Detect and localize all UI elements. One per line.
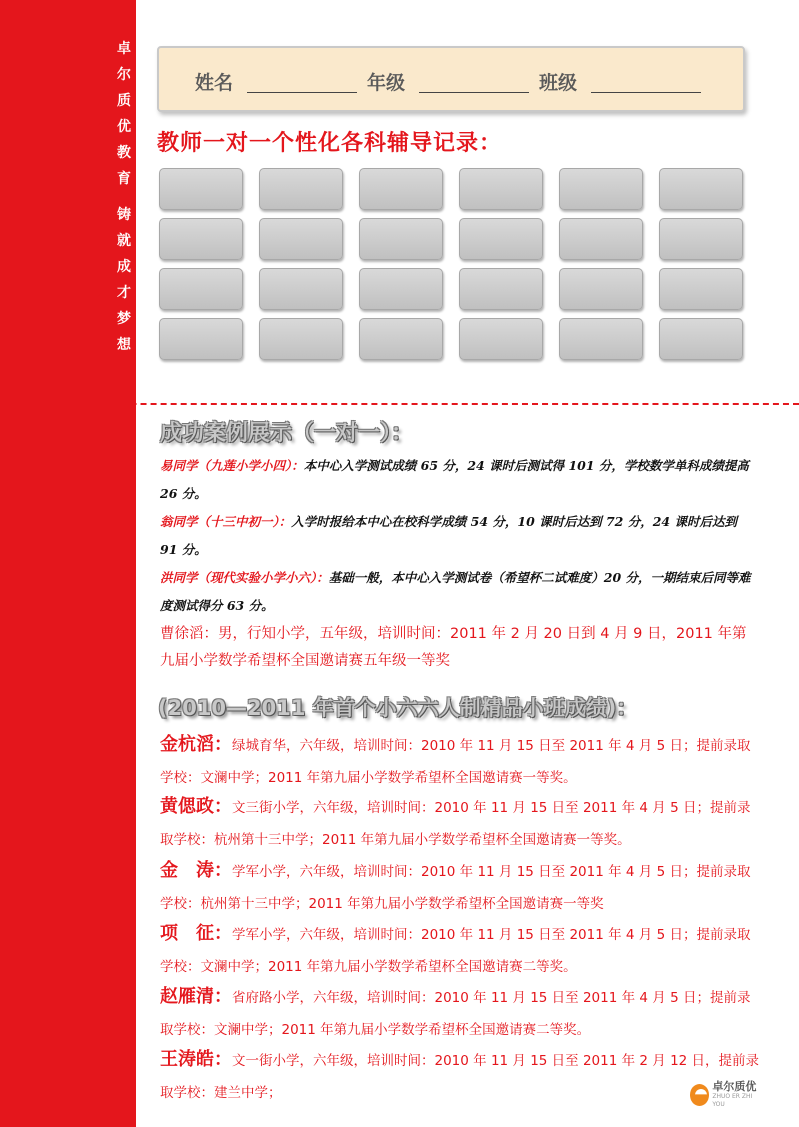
student-text: 省府路小学，六年级，培训时间：2010 年 11 月 15 日至 2011 年 4 月 5 日；提前录取学校：文澜中学；2011 年第九届小学数学希望杯全国邀请赛二等奖。 <box>160 990 751 1038</box>
slogan-char: 成 <box>117 259 131 275</box>
case-item <box>160 452 758 508</box>
record-cell[interactable] <box>459 318 543 360</box>
logo-main-text: 卓尔质优 <box>712 1080 757 1093</box>
case-text: 入学时报给本中心在校科学成绩 54 分，10 课时后达到 72 分，24 课时后达到 91 分。 <box>160 514 737 557</box>
student-result <box>160 791 760 856</box>
student-text: 绿城育华，六年级，培训时间：2010 年 11 月 15 日至 2011 年 4 月 5 日；提前录取学校：文澜中学；2011 年第九届小学数学希望杯全国邀请赛一等奖。 <box>160 738 751 786</box>
record-cell[interactable] <box>359 168 443 210</box>
student-text: 文三街小学，六年级，培训时间：2010 年 11 月 15 日至 2011 年 4 月 5 日；提前录取学校：杭州第十三中学；2011 年第九届小学数学希望杯全国邀请赛一等奖。 <box>160 800 751 848</box>
record-cell[interactable] <box>259 168 343 210</box>
class-label: 班级 <box>539 72 578 94</box>
record-cell[interactable] <box>659 318 743 360</box>
student-name: 金杭滔： <box>160 734 232 755</box>
case-text: 本中心入学测试成绩 65 分，24 课时后测试得 101 分，学校数学单科成绩提高 26 分。 <box>160 458 749 501</box>
case-student-name: 易同学（九莲小学小四）： <box>160 458 304 473</box>
record-cell[interactable] <box>559 318 643 360</box>
student-text: 学军小学，六年级，培训时间：2010 年 11 月 15 日至 2011 年 4 月 5 日；提前录取学校：文澜中学；2011 年第九届小学数学希望杯全国邀请赛二等奖。 <box>160 927 751 975</box>
slogan-char: 才 <box>117 285 131 301</box>
record-cell[interactable] <box>459 268 543 310</box>
record-cell[interactable] <box>259 218 343 260</box>
slogan-char: 就 <box>117 233 131 249</box>
student-name: 王涛皓： <box>160 1049 232 1070</box>
grade-blank[interactable] <box>419 92 529 93</box>
record-cell[interactable] <box>359 268 443 310</box>
student-result <box>160 729 760 794</box>
slogan-char: 优 <box>117 119 131 135</box>
slogan-char: 铸 <box>117 207 131 223</box>
case-student-name: 翁同学（十三中初一）： <box>160 514 292 529</box>
record-cell[interactable] <box>659 268 743 310</box>
vertical-slogan <box>110 36 138 358</box>
record-cell[interactable] <box>259 318 343 360</box>
case-item <box>160 508 758 564</box>
record-grid <box>159 168 743 361</box>
student-info-box <box>157 46 745 112</box>
record-cell[interactable] <box>359 318 443 360</box>
record-title: 教师一对一个性化各科辅导记录： <box>157 131 503 156</box>
record-cell[interactable] <box>559 268 643 310</box>
slogan-char: 想 <box>117 337 131 353</box>
class-blank[interactable] <box>591 92 701 93</box>
record-cell[interactable] <box>459 218 543 260</box>
slogan-char: 育 <box>117 171 131 187</box>
record-cell[interactable] <box>659 168 743 210</box>
record-cell[interactable] <box>259 268 343 310</box>
record-cell[interactable] <box>159 218 243 260</box>
record-cell[interactable] <box>559 218 643 260</box>
name-label: 姓名 <box>195 72 234 94</box>
record-cell[interactable] <box>559 168 643 210</box>
student-name: 黄偲政： <box>160 796 232 817</box>
logo-sub-text: ZHUO ER ZHI YOU <box>712 1093 753 1108</box>
student-name: 金 涛： <box>160 860 232 881</box>
grade-label: 年级 <box>367 72 406 94</box>
record-cell[interactable] <box>359 218 443 260</box>
record-cell[interactable] <box>159 168 243 210</box>
record-cell[interactable] <box>659 218 743 260</box>
student-text: 学军小学，六年级，培训时间：2010 年 11 月 15 日至 2011 年 4 月 5 日；提前录取学校：杭州第十三中学；2011 年第九届小学数学希望杯全国邀请赛一等奖 <box>160 864 751 912</box>
student-result <box>160 1044 760 1109</box>
case-item <box>160 564 758 620</box>
record-cell[interactable] <box>459 168 543 210</box>
record-cell[interactable] <box>159 318 243 360</box>
student-name: 赵雁清： <box>160 986 232 1007</box>
cases-title: 成功案例展示（一对一）： <box>160 421 414 446</box>
student-name: 项 征： <box>160 923 232 944</box>
student-result <box>160 855 760 920</box>
case-item-4: 曹徐滔：男，行知小学，五年级，培训时间：2011 年 2 月 20 日到 4 月 9 日，2011 年第九届小学数学希望杯全国邀请赛五年级一等奖 <box>160 626 747 669</box>
slogan-char: 梦 <box>117 311 131 327</box>
student-text: 文一街小学，六年级，培训时间：2010 年 11 月 15 日至 2011 年 2 月 12 日，提前录取学校：建兰中学； <box>160 1053 760 1101</box>
student-result <box>160 918 760 983</box>
name-blank[interactable] <box>247 92 357 93</box>
record-cell[interactable] <box>159 268 243 310</box>
case-text: 基础一般，本中心入学测试卷（希望杯二试难度）20 分，一期结束后同等难度测试得分 63 分。 <box>160 570 751 613</box>
case-student-name: 洪同学（现代实验小学小六）： <box>160 570 329 585</box>
slogan-char: 质 <box>117 93 131 109</box>
student-result <box>160 981 760 1046</box>
slogan-char: 卓 <box>117 41 131 57</box>
logo-icon <box>690 1084 709 1106</box>
slogan-char: 尔 <box>117 67 131 83</box>
dashed-divider <box>0 403 799 405</box>
class-results-title: (2010—2011 年首个小六六人制精品小班成绩)： <box>158 696 638 720</box>
brand-logo <box>690 1080 760 1110</box>
slogan-char: 教 <box>117 145 131 161</box>
